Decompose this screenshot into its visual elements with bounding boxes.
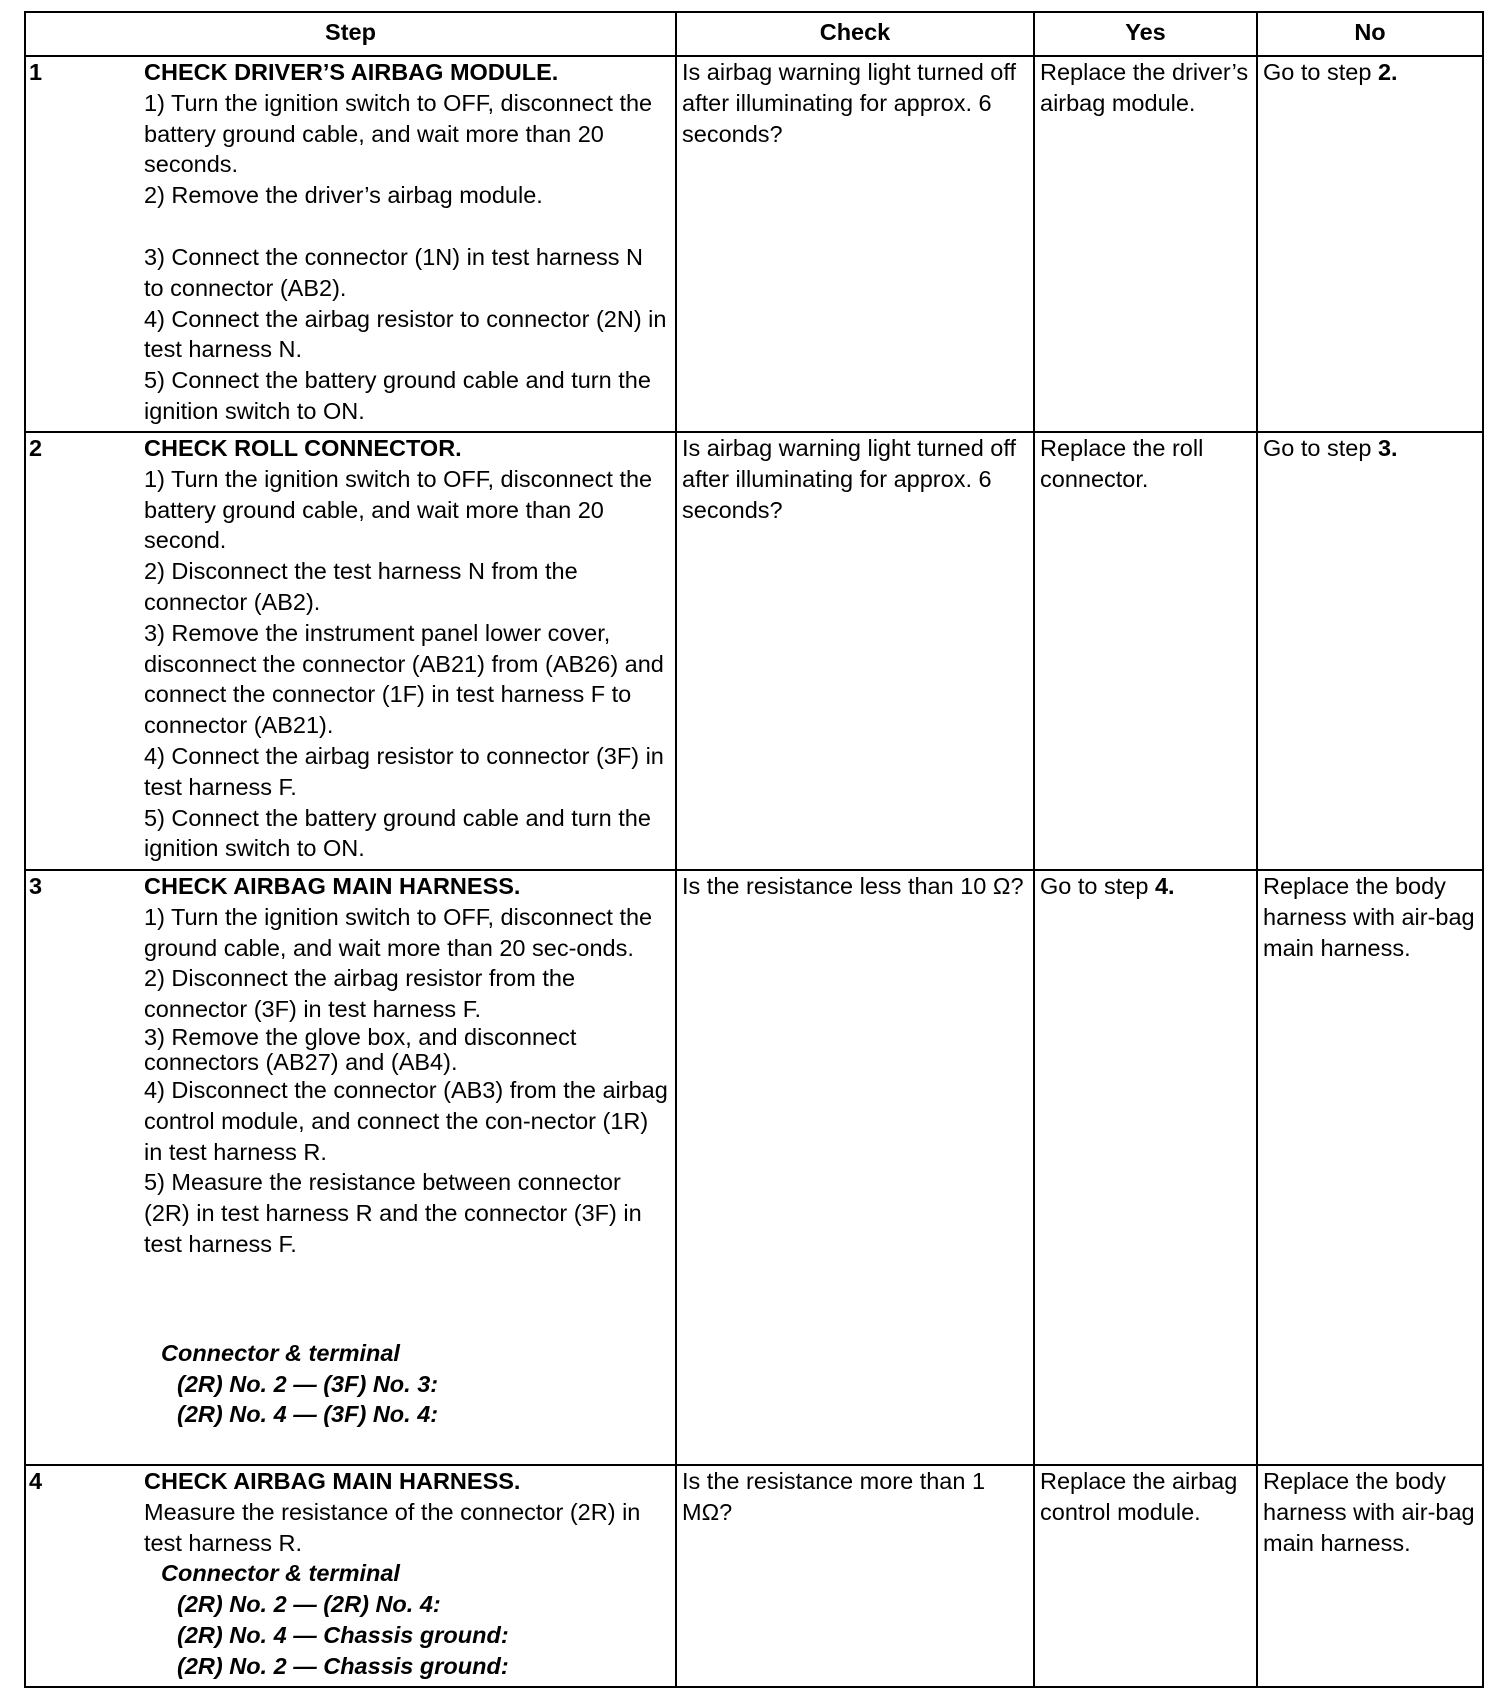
step-title: CHECK ROLL CONNECTOR. (144, 435, 462, 461)
step-item: 3) Remove the instrument panel lower cover, disconnect the connector (AB21) from (AB26) and connect the connector (1F) in test harness F to connector (AB21). (144, 619, 664, 739)
step-number: 2 (29, 435, 43, 461)
spec-line: (2R) No. 4 — Chassis ground: (177, 1621, 509, 1648)
step-number: 3 (29, 873, 43, 899)
header-no: No (1257, 12, 1483, 56)
check-cell: Is the resistance less than 10 Ω? (676, 870, 1034, 1465)
step-title: CHECK AIRBAG MAIN HARNESS. (144, 873, 521, 899)
step-cell (25, 56, 676, 432)
no-cell (1257, 432, 1483, 870)
step-title: CHECK DRIVER’S AIRBAG MODULE. (144, 59, 559, 85)
step-cell (25, 1465, 676, 1687)
spec-line: (2R) No. 4 — (3F) No. 4: (177, 1401, 439, 1428)
no-cell: Replace the body harness with air-bag main harness. (1257, 870, 1483, 1465)
no-cell (1257, 56, 1483, 432)
yes-cell: Replace the driver’s airbag module. (1034, 56, 1257, 432)
step-item: 3) Connect the connector (1N) in test harness N to connector (AB2). (144, 243, 643, 301)
step-item: 3) Remove the glove box, and disconnect connectors (AB27) and (AB4). (144, 1023, 577, 1075)
yes-cell: Replace the airbag control module. (1034, 1465, 1257, 1687)
step-item: 5) Measure the resistance between connector (2R) in test harness R and the connector (3F) in test harness F. (144, 1169, 642, 1257)
step-item: 5) Connect the battery ground cable and turn the ignition switch to ON. (144, 804, 651, 862)
check-cell: Is airbag warning light turned off after illuminating for approx. 6 seconds? (676, 56, 1034, 432)
check-cell: Is the resistance more than 1 MΩ? (676, 1465, 1034, 1687)
spec-line: (2R) No. 2 — Chassis ground: (177, 1652, 509, 1679)
step-cell (25, 432, 676, 870)
no-text: Go to step (1263, 435, 1378, 461)
step-item: 4) Connect the airbag resistor to connector (2N) in test harness N. (144, 305, 667, 363)
step-item: 1) Turn the ignition switch to OFF, disconnect the battery ground cable, and wait more than 20 second. (144, 465, 653, 554)
diagnosis-table (24, 11, 1484, 1688)
yes-cell: Replace the roll connector. (1034, 432, 1257, 870)
table-row (25, 56, 1483, 432)
header-step: Step (25, 12, 676, 56)
table-row (25, 432, 1483, 870)
spec-line: (2R) No. 2 — (3F) No. 3: (177, 1370, 439, 1397)
step-item: 1) Turn the ignition switch to OFF, disconnect the ground cable, and wait more than 20 sec-onds. (144, 903, 653, 961)
step-item: 2) Remove the driver’s airbag module. (144, 182, 543, 209)
step-number: 1 (29, 59, 43, 85)
header-yes: Yes (1034, 12, 1257, 56)
step-item: 5) Connect the battery ground cable and turn the ignition switch to ON. (144, 367, 651, 424)
header-check: Check (676, 12, 1034, 56)
yes-cell (1034, 870, 1257, 1465)
spec-line: (2R) No. 2 — (2R) No. 4: (177, 1591, 441, 1618)
step-title: CHECK AIRBAG MAIN HARNESS. (144, 1468, 521, 1494)
step-number: 4 (29, 1468, 43, 1494)
step-item: 2) Disconnect the airbag resistor from the connector (3F) in test harness F. (144, 965, 576, 1023)
step-item: 2) Disconnect the test harness N from the connector (AB2). (144, 558, 578, 615)
no-text: Go to step (1263, 59, 1378, 85)
header-row (25, 12, 1483, 56)
step-item: 4) Disconnect the connector (AB3) from the airbag control module, and connect the con-nector (1R) in test harness R. (144, 1076, 668, 1165)
check-cell: Is airbag warning light turned off after illuminating for approx. 6 seconds? (676, 432, 1034, 870)
yes-text: Go to step (1040, 873, 1155, 899)
step-item: Measure the resistance of the connector (2R) in test harness R. (144, 1498, 641, 1556)
table-row (25, 870, 1483, 1465)
no-step-ref: 2. (1377, 59, 1398, 85)
spec-heading: Connector & terminal (161, 1560, 400, 1587)
step-item: 1) Turn the ignition switch to OFF, disconnect the battery ground cable, and wait more than 20 seconds. (144, 89, 653, 178)
step-item: 4) Connect the airbag resistor to connector (3F) in test harness F. (144, 742, 664, 800)
spec-heading: Connector & terminal (161, 1339, 400, 1366)
no-cell: Replace the body harness with air-bag main harness. (1257, 1465, 1483, 1687)
yes-step-ref: 4. (1154, 873, 1175, 899)
table-row (25, 1465, 1483, 1687)
step-cell (25, 870, 676, 1465)
no-step-ref: 3. (1377, 435, 1398, 461)
